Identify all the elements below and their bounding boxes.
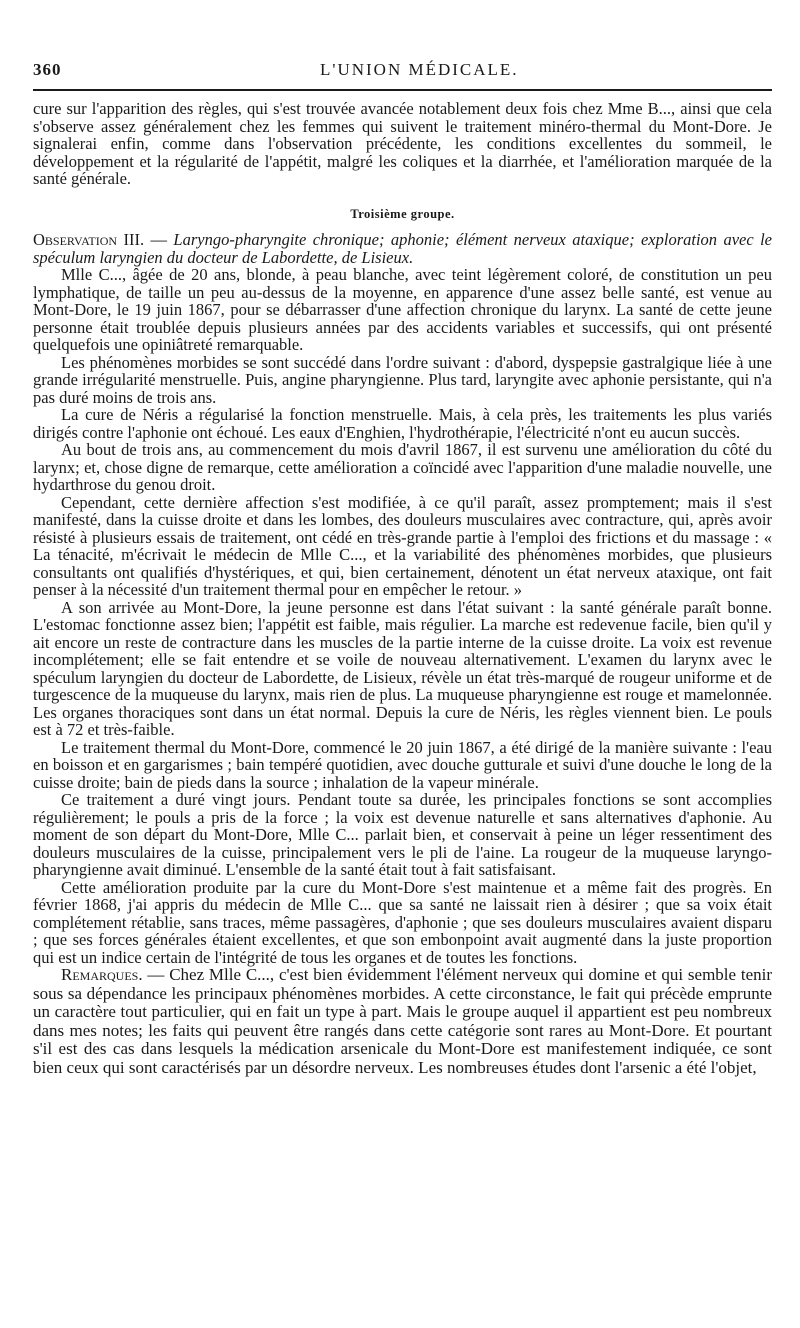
remarks-label: Remarques.	[61, 965, 143, 984]
paragraph: Cette amélioration produite par la cure du Mont-Dore s'est maintenue et a même fait des progrès. En février 1868, j'ai appris du médecin de Mlle C... que sa santé ne laissait rien à désirer ; que sa voix était complétement rétablie, sans traces, même passagères, d'aphonie ; que ses douleurs musculaires avaient disparu ; que ses forces générales étaient excellentes, et que son embonpoint avait augmenté dans la juste proportion qui est un indice certain de l'intégrité de tous les organes et de toutes les fonctions.	[33, 877, 772, 967]
paragraph: Cependant, cette dernière affection s'est modifiée, à ce qu'il paraît, assez promptement; mais il s'est manifesté, dans la cuisse droite et dans les lombes, des douleurs musculaires avec contracture, qui, après avoir résisté à plusieurs essais de traitement, ont cédé en très-grande partie à l'emploi des frictions et du massage : « La ténacité, m'écrivait le médecin de Mlle C..., et la variabilité des phénomènes morbides, que plusieurs consultants ont qualifiés d'hystériques, et qui, bien certainement, dénotent un état nerveux ataxique, ont fait penser à la nécessité d'un traitement thermal pour en empêcher le retour. »	[33, 492, 772, 599]
intro-paragraph: cure sur l'apparition des règles, qui s'est trouvée avancée notablement deux fois chez Mme B..., ainsi que cela s'observe assez généralement chez les femmes qui suivent le traitement minéro-thermal du Mont-Dore. Je signalerai enfin, comme dans l'observation précédente, les conditions excellentes du sommeil, le développement et la régularité de l'appétit, malgré les coliques et la diarrhée, et l'amélioration marquée de la santé générale.	[33, 99, 772, 188]
running-title: L'UNION MÉDICALE.	[320, 60, 519, 79]
section-title: Troisième groupe.	[350, 206, 455, 221]
observation-heading	[33, 231, 772, 266]
page-number: 360	[33, 60, 62, 79]
paragraph: A son arrivée au Mont-Dore, la jeune personne est dans l'état suivant : la santé générale paraît bonne. L'estomac fonctionne assez bien; l'appétit est faible, mais régulier. La marche est redevenue facile, bien qu'il y ait encore un reste de contracture dans les muscles de la partie interne de la cuisse droite. La voix est revenue incomplétement; elle se fait entendre et se voile de nouveau alternativement. L'examen du larynx avec le spéculum laryngien du docteur de Labordette, de Lisieux, révèle un état très-marqué de rougeur uniforme et de turgescence de la muqueuse du larynx, mais rien de plus. La muqueuse pharyngienne est rouge et mamelonnée. Les organes thoraciques sont dans un état normal. Depuis la cure de Néris, les règles viennent bien. Le pouls est à 72 et très-faible.	[33, 597, 772, 739]
page-header	[33, 60, 800, 88]
paragraph: Le traitement thermal du Mont-Dore, commencé le 20 juin 1867, a été dirigé de la manière suivante : l'eau en boisson et en gargarismes ; bain tempéré quotidien, avec douche gutturale et suivi d'une douche le long de la cuisse droite; bain de pieds dans la source ; inhalation de la vapeur minérale.	[33, 737, 772, 792]
observation-title: Laryngo-pharyngite chronique; aphonie; élément nerveux ataxique; exploration avec le spéculum laryngien du docteur de Labordette, de Lisieux.	[33, 230, 772, 267]
observation-dash: —	[144, 230, 174, 249]
header-rule	[33, 89, 772, 91]
paragraph: Ce traitement a duré vingt jours. Pendant toute sa durée, les principales fonctions se sont accomplies régulièrement; le pouls a pris de la force ; la voix est devenue naturelle et sans alternatives d'aphonie. Au moment de son départ du Mont-Dore, Mlle C... parlait bien, et conservait à peine un léger ressentiment des douleurs musculaires de la cuisse, principalement vers le pli de l'aine. La rougeur de la muqueuse laryngo-pharyngienne avait diminué. L'ensemble de la santé était tout à fait satisfaisant.	[33, 790, 772, 879]
remarks-paragraph	[33, 966, 772, 1077]
paragraph: Au bout de trois ans, au commencement du mois d'avril 1867, il est survenu une amélioration du côté du larynx; et, chose digne de remarque, cette amélioration a coïncidé avec l'apparition d'une maladie nouvelle, une hydarthrose du genou droit.	[33, 440, 772, 494]
paragraph: Mlle C..., âgée de 20 ans, blonde, à peau blanche, avec teint légèrement coloré, de constitution un peu lymphatique, de taille un peu au-dessus de la moyenne, en apparence d'une assez belle santé, est venue au Mont-Dore, le 19 juin 1867, pour se débarrasser d'une affection chronique du larynx. La santé de cette jeune personne était troublée depuis plusieurs années par des accidents variables et successifs, qui ont présenté quelquefois une opiniâtreté remarquable.	[33, 265, 772, 354]
remarks-dash: —	[142, 965, 170, 984]
remarks-text: Chez Mlle C..., c'est bien évidemment l'élément nerveux qui domine et qui semble tenir sous sa dépendance les principaux phénomènes morbides. A cette circonstance, le fait qui précède emprunte un caractère tout particulier, qui en fait un type à part. Mais le groupe auquel il appartient est peu nombreux dans mes notes; les faits qui peuvent être rangés dans cette catégorie sont rares au Mont-Dore. Et pourtant s'il est des cas dans lesquels la médication arsenicale du Mont-Dore est manifestement indiquée, ce sont bien ceux qui sont caractérisés par un désordre nerveux. Les nombreuses études dont l'arsenic a été l'objet,	[33, 965, 773, 1077]
paragraph: Les phénomènes morbides se sont succédé dans l'ordre suivant : d'abord, dyspepsie gastralgique liée à une grande irrégularité menstruelle. Puis, angine pharyngienne. Plus tard, laryngite avec aphonie persistante, qui n'a pas duré moins de trois ans.	[33, 352, 772, 407]
article-body	[33, 100, 772, 1077]
paragraph: La cure de Néris a régularisé la fonction menstruelle. Mais, à cela près, les traitements les plus variés dirigés contre l'aphonie ont échoué. Les eaux d'Enghien, l'hydrothérapie, l'électricité n'ont eu aucun succès.	[33, 405, 772, 442]
observation-label: Observation III.	[33, 230, 145, 249]
